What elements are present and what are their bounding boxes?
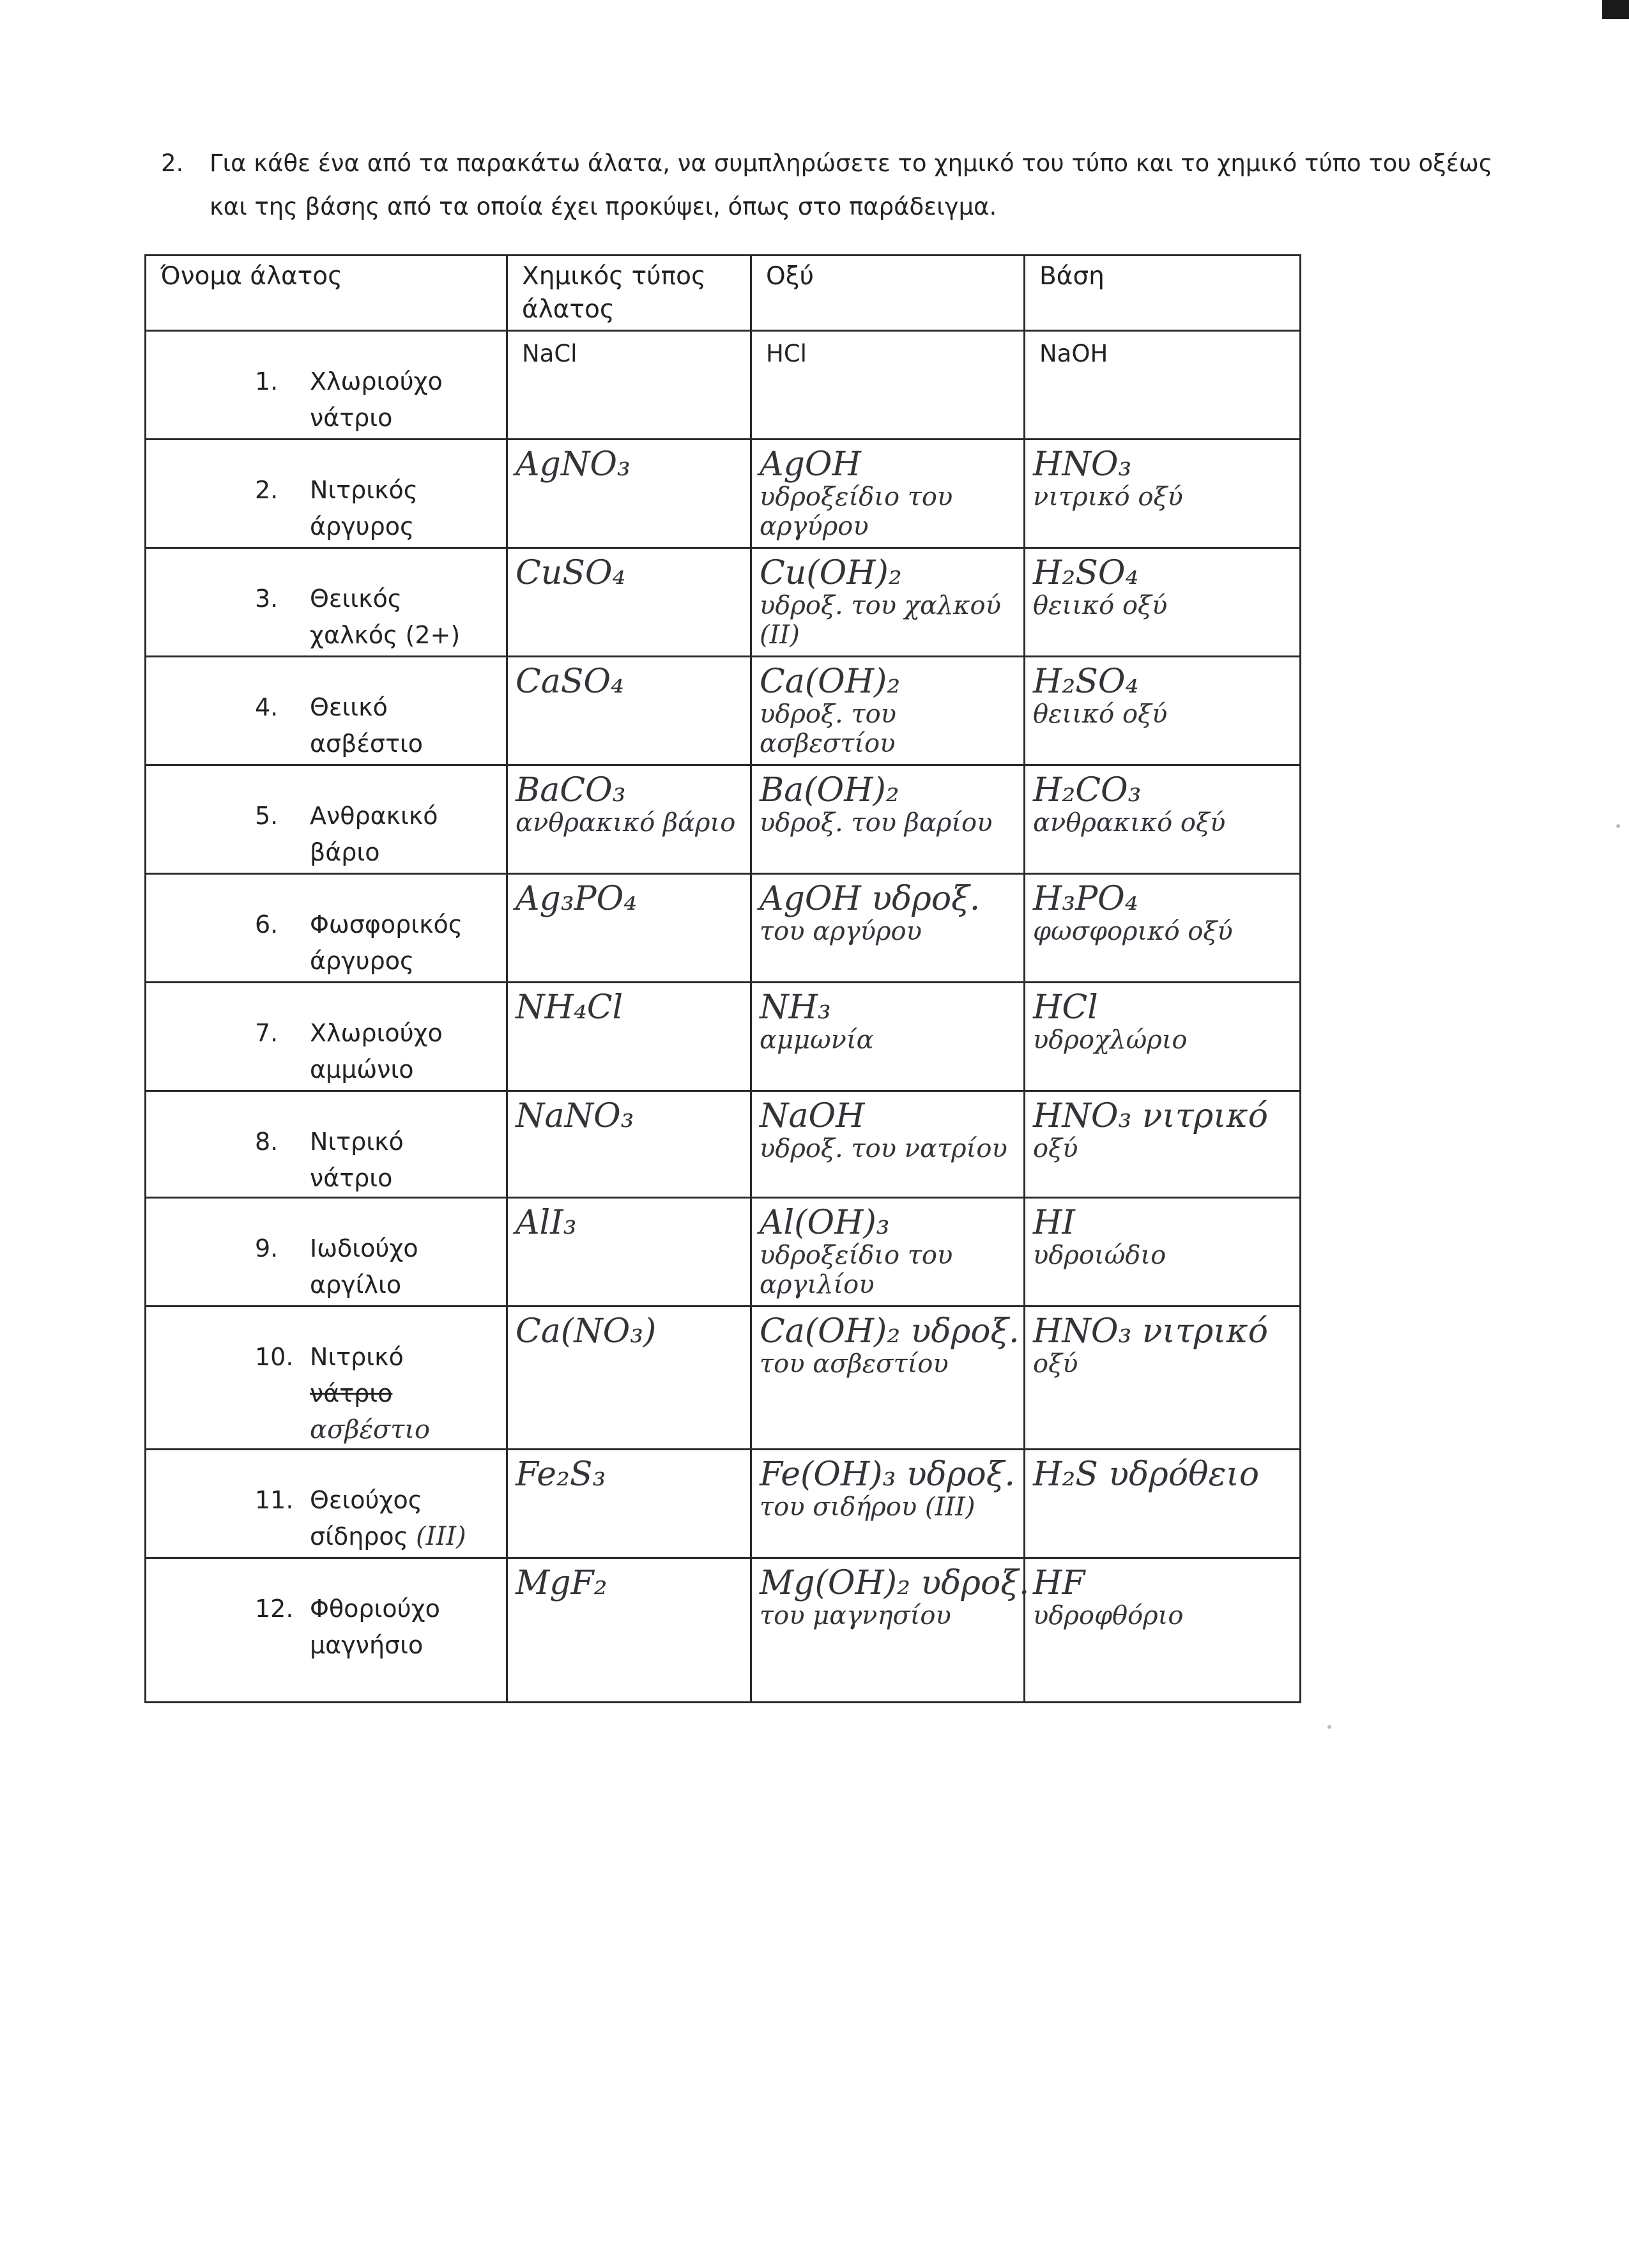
salt-name: Νιτρικός άργυρος [310,476,418,540]
salt-formula-cell [507,765,751,874]
table-header-row [146,256,1301,331]
scan-speck [1616,824,1620,828]
acid-note: υδροξείδιο του αργύρου [760,482,953,541]
base-cell [1025,1306,1301,1450]
salt-formula-handwritten: CaSO₄ [516,663,624,701]
acid-cell [751,1306,1025,1450]
base-cell [1025,440,1301,548]
acid-note: αμμωνία [760,1025,874,1055]
salt-formula-handwritten: Ag₃PO₄ [516,880,638,918]
salt-name-cell [146,548,507,657]
acid-note: υδροξείδιο του αργιλίου [760,1241,953,1299]
salt-name-cell [146,1558,507,1703]
acid-cell [751,874,1025,983]
header-base: Βάση [1025,256,1301,331]
salt-name: Χλωριούχο αμμώνιο [310,1019,443,1084]
base-cell [1025,874,1301,983]
row-number: 7. [255,1019,279,1047]
row-number: 11. [255,1486,294,1514]
header-acid: Οξύ [751,256,1025,331]
base-note: υδροιώδιο [1033,1241,1166,1270]
salt-name: Νιτρικό νάτριο [310,1128,404,1192]
table-row [146,1198,1301,1306]
acid-note: υδροξ. του ασβεστίου [760,700,896,758]
salt-name-cell [146,440,507,548]
salt-name: Θειικός χαλκός (2+) [310,585,461,649]
acid-cell [751,440,1025,548]
salt-name-cell [146,1198,507,1306]
salt-formula-handwritten: Ca(NO₃) [516,1312,657,1351]
salt-formula-cell [507,440,751,548]
table-row [146,1450,1301,1558]
salt-formula-handwritten: AlI₃ [516,1204,577,1242]
acid-handwritten: AgOH [760,445,861,484]
salt-name-cell [146,1450,507,1558]
example-acid-cell: HCl [751,331,1025,440]
base-cell [1025,548,1301,657]
question-text: Για κάθε ένα από τα παρακάτω άλατα, να συμπληρώσετε το χημικό του τύπο και το χημικό τύπο του οξέως και της βάσης από τα οποία έχει προκύψει, όπως στο παράδειγμα. [210,149,1493,220]
salt-name-cell [146,1091,507,1198]
acid-handwritten: Cu(OH)₂ [760,554,902,592]
salt-name-struck: νάτριο [310,1379,393,1407]
salt-name-handwritten: ασβέστιο [310,1415,431,1444]
acid-note: υδροξ. του χαλκού (II) [760,591,1001,650]
base-handwritten: HNO₃ [1033,445,1132,484]
acid-handwritten: NH₃ [760,988,831,1027]
acid-handwritten: Ca(OH)₂ υδροξ. [760,1312,1020,1351]
base-note: υδροχλώριο [1033,1025,1188,1055]
question-number: 2. [161,149,184,177]
acid-cell [751,983,1025,1091]
salt-name: Φθοριούχο μαγνήσιο [310,1595,440,1659]
acid-cell [751,1091,1025,1198]
base-note: οξύ [1033,1134,1078,1163]
table-row [146,983,1301,1091]
base-handwritten: H₂SO₄ [1033,663,1139,701]
acid-note: του σιδήρου (III) [760,1492,975,1522]
acid-note: του μαγνησίου [760,1601,951,1630]
base-cell [1025,657,1301,765]
salt-formula-handwritten: CuSO₄ [516,554,626,592]
base-handwritten: H₂CO₃ [1033,771,1142,809]
row-number: 4. [255,693,279,721]
table-row [146,1558,1301,1703]
base-cell [1025,1558,1301,1703]
salt-name: Θειικό ασβέστιο [310,693,423,758]
salt-name-cell [146,874,507,983]
salt-name: Νιτρικό [310,1343,404,1371]
acid-handwritten: Al(OH)₃ [760,1204,890,1242]
salt-name-cell [146,1306,507,1450]
scan-edge [1602,0,1629,19]
salt-formula-cell [507,1450,751,1558]
table-row [146,440,1301,548]
salt-formula-handwritten: AgNO₃ [516,445,631,484]
base-handwritten: H₂S υδρόθειο [1033,1455,1260,1494]
salt-name: Θειούχος σίδηρος [310,1486,423,1551]
example-formula-cell: NaCl [507,331,751,440]
row-number: 9. [255,1234,279,1262]
base-cell [1025,983,1301,1091]
salt-name-handwritten: (III) [416,1522,466,1551]
base-handwritten: H₂SO₄ [1033,554,1139,592]
salt-formula-cell [507,657,751,765]
acid-cell [751,765,1025,874]
salt-formula-handwritten: NH₄Cl [516,988,623,1027]
table-row [146,1306,1301,1450]
acid-handwritten: NaOH [760,1097,865,1135]
acid-cell [751,1450,1025,1558]
acid-cell [751,1558,1030,1703]
salt-name: Ανθρακικό βάριο [310,802,438,866]
salt-formula-cell [507,874,751,983]
acid-handwritten: Ca(OH)₂ [760,663,901,701]
salt-formula-handwritten: NaNO₃ [516,1097,634,1135]
base-handwritten: HF [1033,1564,1085,1602]
base-cell [1025,1198,1301,1306]
acid-handwritten: Mg(OH)₂ υδροξ. [760,1564,1030,1602]
acid-handwritten: AgOH υδροξ. [760,880,981,918]
base-cell [1025,1091,1301,1198]
salt-name-cell [146,657,507,765]
base-note: θειικό οξύ [1033,700,1168,729]
row-number: 3. [255,585,279,613]
table-row [146,874,1301,983]
table-row [146,657,1301,765]
salt-formula-cell [507,1091,751,1198]
acid-note: υδροξ. του νατρίου [760,1134,1007,1163]
header-salt-formula: Χημικός τύπος άλατος [507,256,751,331]
salt-formula-cell [507,1306,751,1450]
acid-note: του αργύρου [760,917,922,946]
base-note: θειικό οξύ [1033,591,1168,620]
salt-formula-note: ανθρακικό βάριο [516,808,736,838]
salt-formula-handwritten: MgF₂ [516,1564,608,1602]
row-number: 5. [255,802,279,830]
salt-formula-cell [507,983,751,1091]
base-handwritten: HCl [1033,988,1098,1027]
base-note: υδροφθόριο [1033,1601,1184,1630]
acid-cell [751,657,1025,765]
table-row [146,1091,1301,1198]
base-note: φωσφορικό οξύ [1033,917,1233,946]
base-note: ανθρακικό οξύ [1033,808,1226,838]
base-handwritten: HNO₃ νιτρικό [1033,1097,1268,1135]
salt-formula-cell [507,548,751,657]
salt-name-cell [146,765,507,874]
acid-cell [751,1198,1025,1306]
header-salt-name: Όνομα άλατος [146,256,507,331]
salt-formula-cell [507,1558,751,1703]
base-note: νιτρικό οξύ [1033,482,1183,512]
row-number: 10. [255,1343,294,1371]
base-handwritten: HNO₃ νιτρικό [1033,1312,1268,1351]
acid-note: υδροξ. του βαρίου [760,808,993,838]
acid-handwritten: Fe(OH)₃ υδροξ. [760,1455,1015,1494]
row-number: 12. [255,1595,294,1623]
acid-cell [751,548,1025,657]
salt-formula-cell [507,1198,751,1306]
scan-speck [1327,1725,1331,1729]
salt-formula-handwritten: BaCO₃ [516,771,626,809]
question-block [161,142,1534,229]
acid-note: του ασβεστίου [760,1349,949,1379]
row-number: 8. [255,1128,279,1156]
salt-name: Φωσφορικός άργυρος [310,910,463,975]
base-cell [1025,1450,1301,1558]
base-note: οξύ [1033,1349,1078,1379]
base-cell [1025,765,1301,874]
table-row [146,765,1301,874]
base-handwritten: HI [1033,1204,1075,1242]
table-row [146,548,1301,657]
salt-name-cell [146,983,507,1091]
base-handwritten: H₃PO₄ [1033,880,1138,918]
row-number: 2. [255,476,279,504]
salt-formula-handwritten: Fe₂S₃ [516,1455,606,1494]
example-name-cell: 1. Χλωριούχο νάτριο [146,331,507,440]
row-number: 6. [255,910,279,939]
example-row [146,331,1301,440]
salts-table [144,254,1301,1703]
salt-name: Ιωδιούχο αργίλιο [310,1234,418,1299]
acid-handwritten: Ba(OH)₂ [760,771,899,809]
example-base-cell: NaOH [1025,331,1301,440]
